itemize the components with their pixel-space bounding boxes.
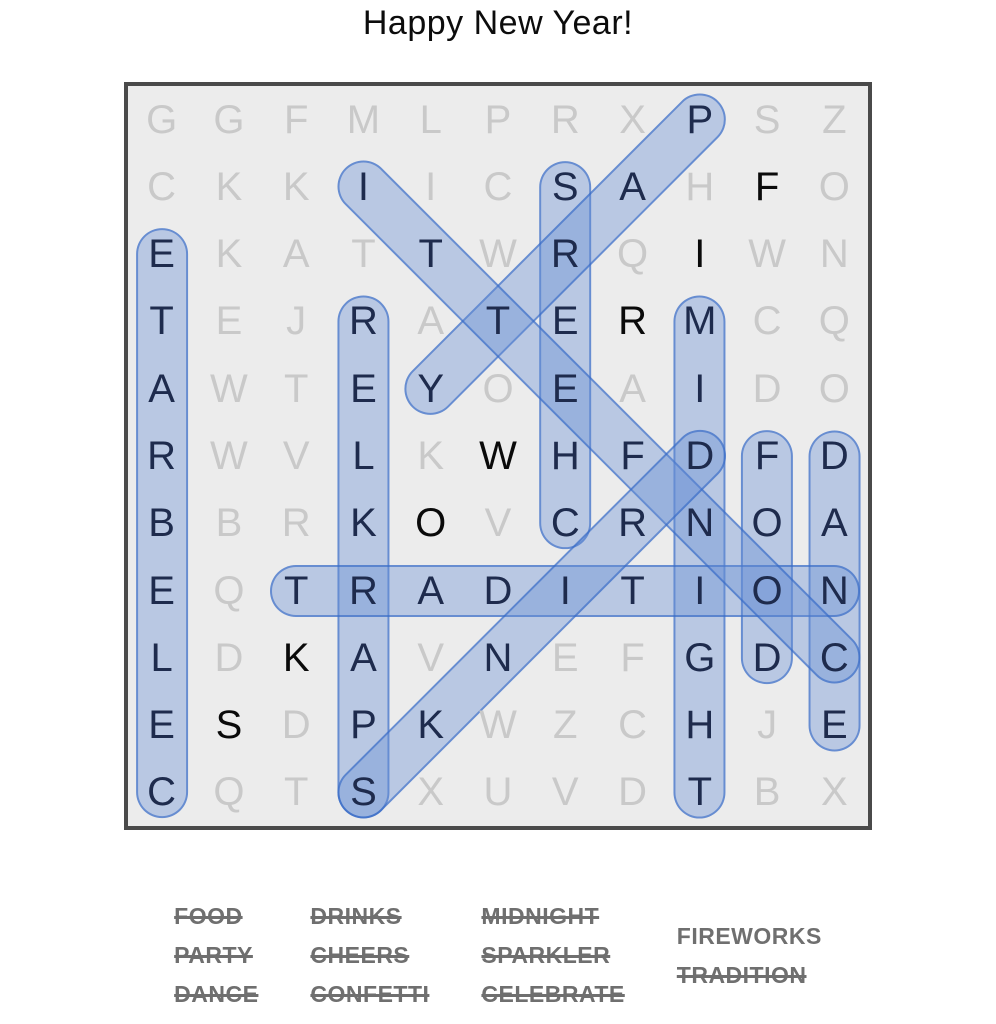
grid-inner xyxy=(128,86,868,826)
grid-cell-r3c10[interactable]: W xyxy=(748,232,786,277)
grid-cell-r9c3[interactable]: K xyxy=(282,635,310,680)
grid-cell-r9c6[interactable]: N xyxy=(483,635,513,680)
grid-cell-r5c2[interactable]: W xyxy=(210,366,248,411)
grid-cell-r5c3[interactable]: T xyxy=(283,366,309,411)
grid-cell-r11c8[interactable]: D xyxy=(618,770,647,815)
grid-cell-r2c7[interactable]: S xyxy=(551,164,579,209)
grid-cell-r2c3[interactable]: K xyxy=(282,164,310,209)
grid-cell-r2c9[interactable]: H xyxy=(685,164,715,209)
grid-cell-r3c1[interactable]: E xyxy=(148,232,175,277)
grid-cell-r10c4[interactable]: P xyxy=(350,703,377,748)
grid-cell-r4c6[interactable]: T xyxy=(485,299,511,344)
grid-cell-r10c1[interactable]: E xyxy=(148,703,175,748)
grid-cell-r6c7[interactable]: H xyxy=(550,434,580,478)
grid-cell-r2c8[interactable]: A xyxy=(619,164,646,209)
grid-cell-r5c5[interactable]: Y xyxy=(417,366,445,411)
grid-cell-r8c8[interactable]: T xyxy=(620,568,645,613)
word-item-tradition: TRADITION xyxy=(676,961,807,988)
word-item-midnight: MIDNIGHT xyxy=(481,903,600,929)
grid-cell-r10c7[interactable]: Z xyxy=(553,703,578,748)
grid-cell-r10c10[interactable]: J xyxy=(757,703,778,748)
grid-cell-r2c11[interactable]: O xyxy=(818,164,850,209)
grid-cell-r1c7[interactable]: R xyxy=(550,97,580,142)
grid-cell-r6c10[interactable]: F xyxy=(754,434,780,478)
grid-cell-r7c9[interactable]: N xyxy=(685,501,715,546)
grid-cell-r3c9[interactable]: I xyxy=(694,232,706,277)
word-grid xyxy=(124,82,872,830)
grid-cell-r1c1[interactable]: G xyxy=(146,97,178,142)
grid-cell-r3c6[interactable]: W xyxy=(479,232,517,277)
grid-cell-r10c5[interactable]: K xyxy=(417,703,445,748)
grid-cell-r5c7[interactable]: E xyxy=(551,366,579,411)
grid-cell-r1c8[interactable]: X xyxy=(619,97,646,142)
grid-cell-r10c3[interactable]: D xyxy=(281,703,311,748)
grid-cell-r11c4[interactable]: S xyxy=(350,770,377,815)
grid-cell-r6c6[interactable]: W xyxy=(479,434,517,478)
letter-layer xyxy=(128,86,868,826)
grid-cell-r8c4[interactable]: R xyxy=(349,568,378,613)
grid-cell-r4c8[interactable]: R xyxy=(618,299,647,344)
word-item-confetti: CONFETTI xyxy=(310,981,430,1007)
grid-cell-r7c8[interactable]: R xyxy=(618,501,647,546)
grid-cell-r8c1[interactable]: E xyxy=(148,568,175,613)
grid-cell-r11c7[interactable]: V xyxy=(551,770,579,815)
grid-cell-r2c2[interactable]: K xyxy=(215,164,243,209)
grid-cell-r5c8[interactable]: A xyxy=(619,366,646,411)
grid-cell-r1c2[interactable]: G xyxy=(213,97,245,142)
grid-cell-r10c6[interactable]: W xyxy=(479,703,517,748)
word-list-column-4 xyxy=(677,903,822,1008)
grid-cell-r9c1[interactable]: L xyxy=(150,635,173,680)
grid-cell-r2c4[interactable]: I xyxy=(357,164,370,209)
grid-cell-r6c11[interactable]: D xyxy=(819,434,849,478)
grid-cell-r1c9[interactable]: P xyxy=(686,97,714,142)
grid-cell-r6c5[interactable]: K xyxy=(417,434,445,478)
grid-cell-r8c7[interactable]: I xyxy=(559,568,571,613)
grid-cell-r1c5[interactable]: L xyxy=(419,97,442,142)
grid-cell-r8c2[interactable]: Q xyxy=(213,568,245,613)
grid-cell-r3c4[interactable]: T xyxy=(351,232,376,277)
grid-cell-r5c11[interactable]: O xyxy=(818,366,850,411)
grid-cell-r9c9[interactable]: G xyxy=(684,635,716,680)
grid-cell-r6c4[interactable]: L xyxy=(352,434,375,478)
grid-cell-r4c9[interactable]: M xyxy=(683,299,717,344)
grid-cell-r7c3[interactable]: R xyxy=(281,501,311,546)
grid-cell-r4c5[interactable]: A xyxy=(417,299,445,344)
grid-cell-r2c10[interactable]: F xyxy=(754,164,780,209)
grid-cell-r8c11[interactable]: N xyxy=(819,568,849,613)
grid-cell-r6c8[interactable]: F xyxy=(620,434,645,478)
grid-cell-r1c11[interactable]: Z xyxy=(822,97,847,142)
grid-cell-r9c2[interactable]: D xyxy=(214,635,244,680)
grid-cell-r3c8[interactable]: Q xyxy=(616,232,649,277)
grid-cell-r11c2[interactable]: Q xyxy=(213,770,245,815)
grid-cell-r3c3[interactable]: A xyxy=(282,232,310,277)
grid-cell-r11c3[interactable]: T xyxy=(283,770,309,815)
grid-cell-r1c4[interactable]: M xyxy=(346,97,381,142)
grid-cell-r8c3[interactable]: T xyxy=(283,568,309,613)
grid-cell-r6c1[interactable]: R xyxy=(147,434,177,478)
grid-cell-r10c8[interactable]: C xyxy=(618,703,647,748)
grid-cell-r8c9[interactable]: I xyxy=(694,568,706,613)
word-item-drinks: DRINKS xyxy=(310,903,402,929)
grid-cell-r11c11[interactable]: X xyxy=(821,770,848,815)
grid-cell-r6c9[interactable]: D xyxy=(685,434,715,478)
word-list-column-3 xyxy=(481,903,624,1008)
grid-cell-r11c10[interactable]: B xyxy=(753,770,781,815)
grid-cell-r4c1[interactable]: T xyxy=(149,299,174,344)
word-list-column-2 xyxy=(310,903,429,1008)
grid-cell-r4c4[interactable]: R xyxy=(349,299,378,344)
grid-cell-r5c1[interactable]: A xyxy=(148,366,175,411)
grid-cell-r4c10[interactable]: C xyxy=(752,299,782,344)
grid-cell-r3c5[interactable]: T xyxy=(418,232,443,277)
grid-cell-r7c11[interactable]: A xyxy=(821,501,848,546)
grid-cell-r7c6[interactable]: V xyxy=(484,501,512,546)
grid-cell-r8c5[interactable]: A xyxy=(417,568,445,613)
grid-cell-r11c5[interactable]: X xyxy=(417,770,445,815)
grid-cell-r9c5[interactable]: V xyxy=(417,635,445,680)
grid-cell-r9c10[interactable]: D xyxy=(752,635,782,680)
grid-cell-r9c7[interactable]: E xyxy=(551,635,579,680)
grid-cell-r8c6[interactable]: D xyxy=(483,568,513,613)
grid-cell-r5c10[interactable]: D xyxy=(752,366,782,411)
word-list-column-1 xyxy=(174,903,258,1008)
page-title: Happy New Year! xyxy=(362,4,634,42)
word-item-dance: DANCE xyxy=(174,981,259,1007)
grid-cell-r6c3[interactable]: V xyxy=(282,434,310,478)
grid-cell-r5c9[interactable]: I xyxy=(694,366,706,411)
grid-cell-r7c5[interactable]: O xyxy=(415,501,447,546)
grid-cell-r4c3[interactable]: J xyxy=(286,299,307,344)
grid-cell-r11c6[interactable]: U xyxy=(483,770,513,815)
grid-cell-r2c5[interactable]: I xyxy=(425,164,437,209)
grid-cell-r3c2[interactable]: K xyxy=(215,232,243,277)
grid-cell-r3c11[interactable]: N xyxy=(819,232,849,277)
grid-cell-r7c10[interactable]: O xyxy=(751,501,783,546)
grid-cell-r5c6[interactable]: O xyxy=(482,366,514,411)
grid-cell-r2c1[interactable]: C xyxy=(147,164,177,209)
grid-cell-r1c6[interactable]: P xyxy=(484,97,512,142)
grid-cell-r9c11[interactable]: C xyxy=(819,635,849,680)
word-item-sparkler: SPARKLER xyxy=(481,942,611,968)
grid-cell-r3c7[interactable]: R xyxy=(550,232,580,277)
grid-cell-r10c2[interactable]: S xyxy=(215,703,243,748)
grid-cell-r7c7[interactable]: C xyxy=(550,501,580,546)
word-item-fireworks: FIREWORKS xyxy=(676,922,822,949)
grid-cell-r10c9[interactable]: H xyxy=(685,703,715,748)
grid-cell-r11c1[interactable]: C xyxy=(147,770,177,815)
grid-cell-r1c10[interactable]: S xyxy=(753,97,781,142)
grid-cell-r7c2[interactable]: B xyxy=(215,501,243,546)
grid-cell-r4c7[interactable]: E xyxy=(551,299,579,344)
grid-cell-r5c4[interactable]: E xyxy=(350,366,377,411)
grid-cell-r7c4[interactable]: K xyxy=(350,501,377,546)
word-item-food: FOOD xyxy=(174,903,243,929)
grid-cell-r2c6[interactable]: C xyxy=(483,164,513,209)
grid-cell-r1c3[interactable]: F xyxy=(283,97,309,142)
grid-cell-r4c2[interactable]: E xyxy=(215,299,243,344)
word-list xyxy=(0,903,996,1008)
word-item-celebrate: CELEBRATE xyxy=(481,981,625,1007)
word-item-cheers: CHEERS xyxy=(310,942,410,968)
grid-cell-r10c11[interactable]: E xyxy=(821,703,848,748)
grid-cell-r8c10[interactable]: O xyxy=(751,568,783,613)
grid-cell-r9c8[interactable]: F xyxy=(620,635,645,680)
word-item-party: PARTY xyxy=(174,942,253,968)
grid-cell-r6c2[interactable]: W xyxy=(210,434,248,478)
grid-cell-r7c1[interactable]: B xyxy=(148,501,175,546)
grid-cell-r11c9[interactable]: T xyxy=(687,770,713,815)
grid-cell-r4c11[interactable]: Q xyxy=(818,299,850,344)
grid-cell-r9c4[interactable]: A xyxy=(350,635,377,680)
